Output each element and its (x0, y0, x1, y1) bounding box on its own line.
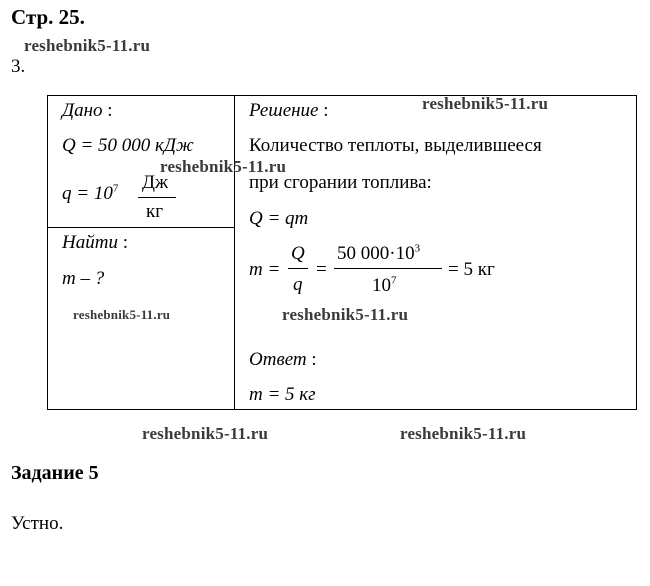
watermark: reshebnik5-11.ru (400, 424, 527, 443)
solution-line-1: Количество теплоты, выделившееся (249, 135, 542, 156)
solution-label: Решение : (249, 100, 329, 121)
task5-text: Устно. (11, 513, 64, 534)
answer-value: m = 5 кг (249, 384, 316, 405)
watermark: reshebnik5-11.ru (73, 307, 171, 322)
solution-line-2: при сгорании топлива: (249, 172, 432, 193)
problem-number: 3. (11, 56, 26, 77)
table-divider-vertical (234, 95, 235, 410)
solution-formula: Q = qm (249, 208, 309, 229)
mass-result: = 5 кг (448, 259, 495, 280)
watermark: reshebnik5-11.ru (160, 157, 287, 176)
frac2-bar (334, 268, 442, 269)
equals-sign: = (316, 259, 327, 280)
watermark: reshebnik5-11.ru (24, 36, 151, 55)
unit-numerator: Дж (142, 172, 169, 193)
watermark: reshebnik5-11.ru (422, 94, 549, 113)
given-heat: Q = 50 000 кДж (62, 135, 194, 156)
frac2-denominator: $10^7$ (372, 274, 397, 296)
watermark: reshebnik5-11.ru (142, 424, 269, 443)
watermark: reshebnik5-11.ru (282, 305, 409, 324)
given-label: Дано : (62, 100, 113, 121)
page-title: Стр. 25. (11, 5, 85, 29)
unit-denominator: кг (146, 201, 164, 222)
given-specific-heat: $q = 10^7$ (62, 182, 119, 204)
find-label: Найти : (62, 232, 128, 253)
frac1-denominator: q (293, 274, 303, 295)
answer-label: Ответ : (249, 349, 317, 370)
table-divider-horizontal (47, 227, 235, 228)
frac1-numerator: Q (291, 243, 305, 264)
task5-title: Задание 5 (11, 462, 99, 484)
frac2-numerator: 50 $000\cdot 10^3$ (337, 242, 421, 264)
mass-lhs: m = (249, 259, 281, 280)
frac1-bar (288, 268, 308, 269)
unit-fraction-bar (138, 197, 176, 198)
find-question: m – ? (62, 268, 105, 289)
